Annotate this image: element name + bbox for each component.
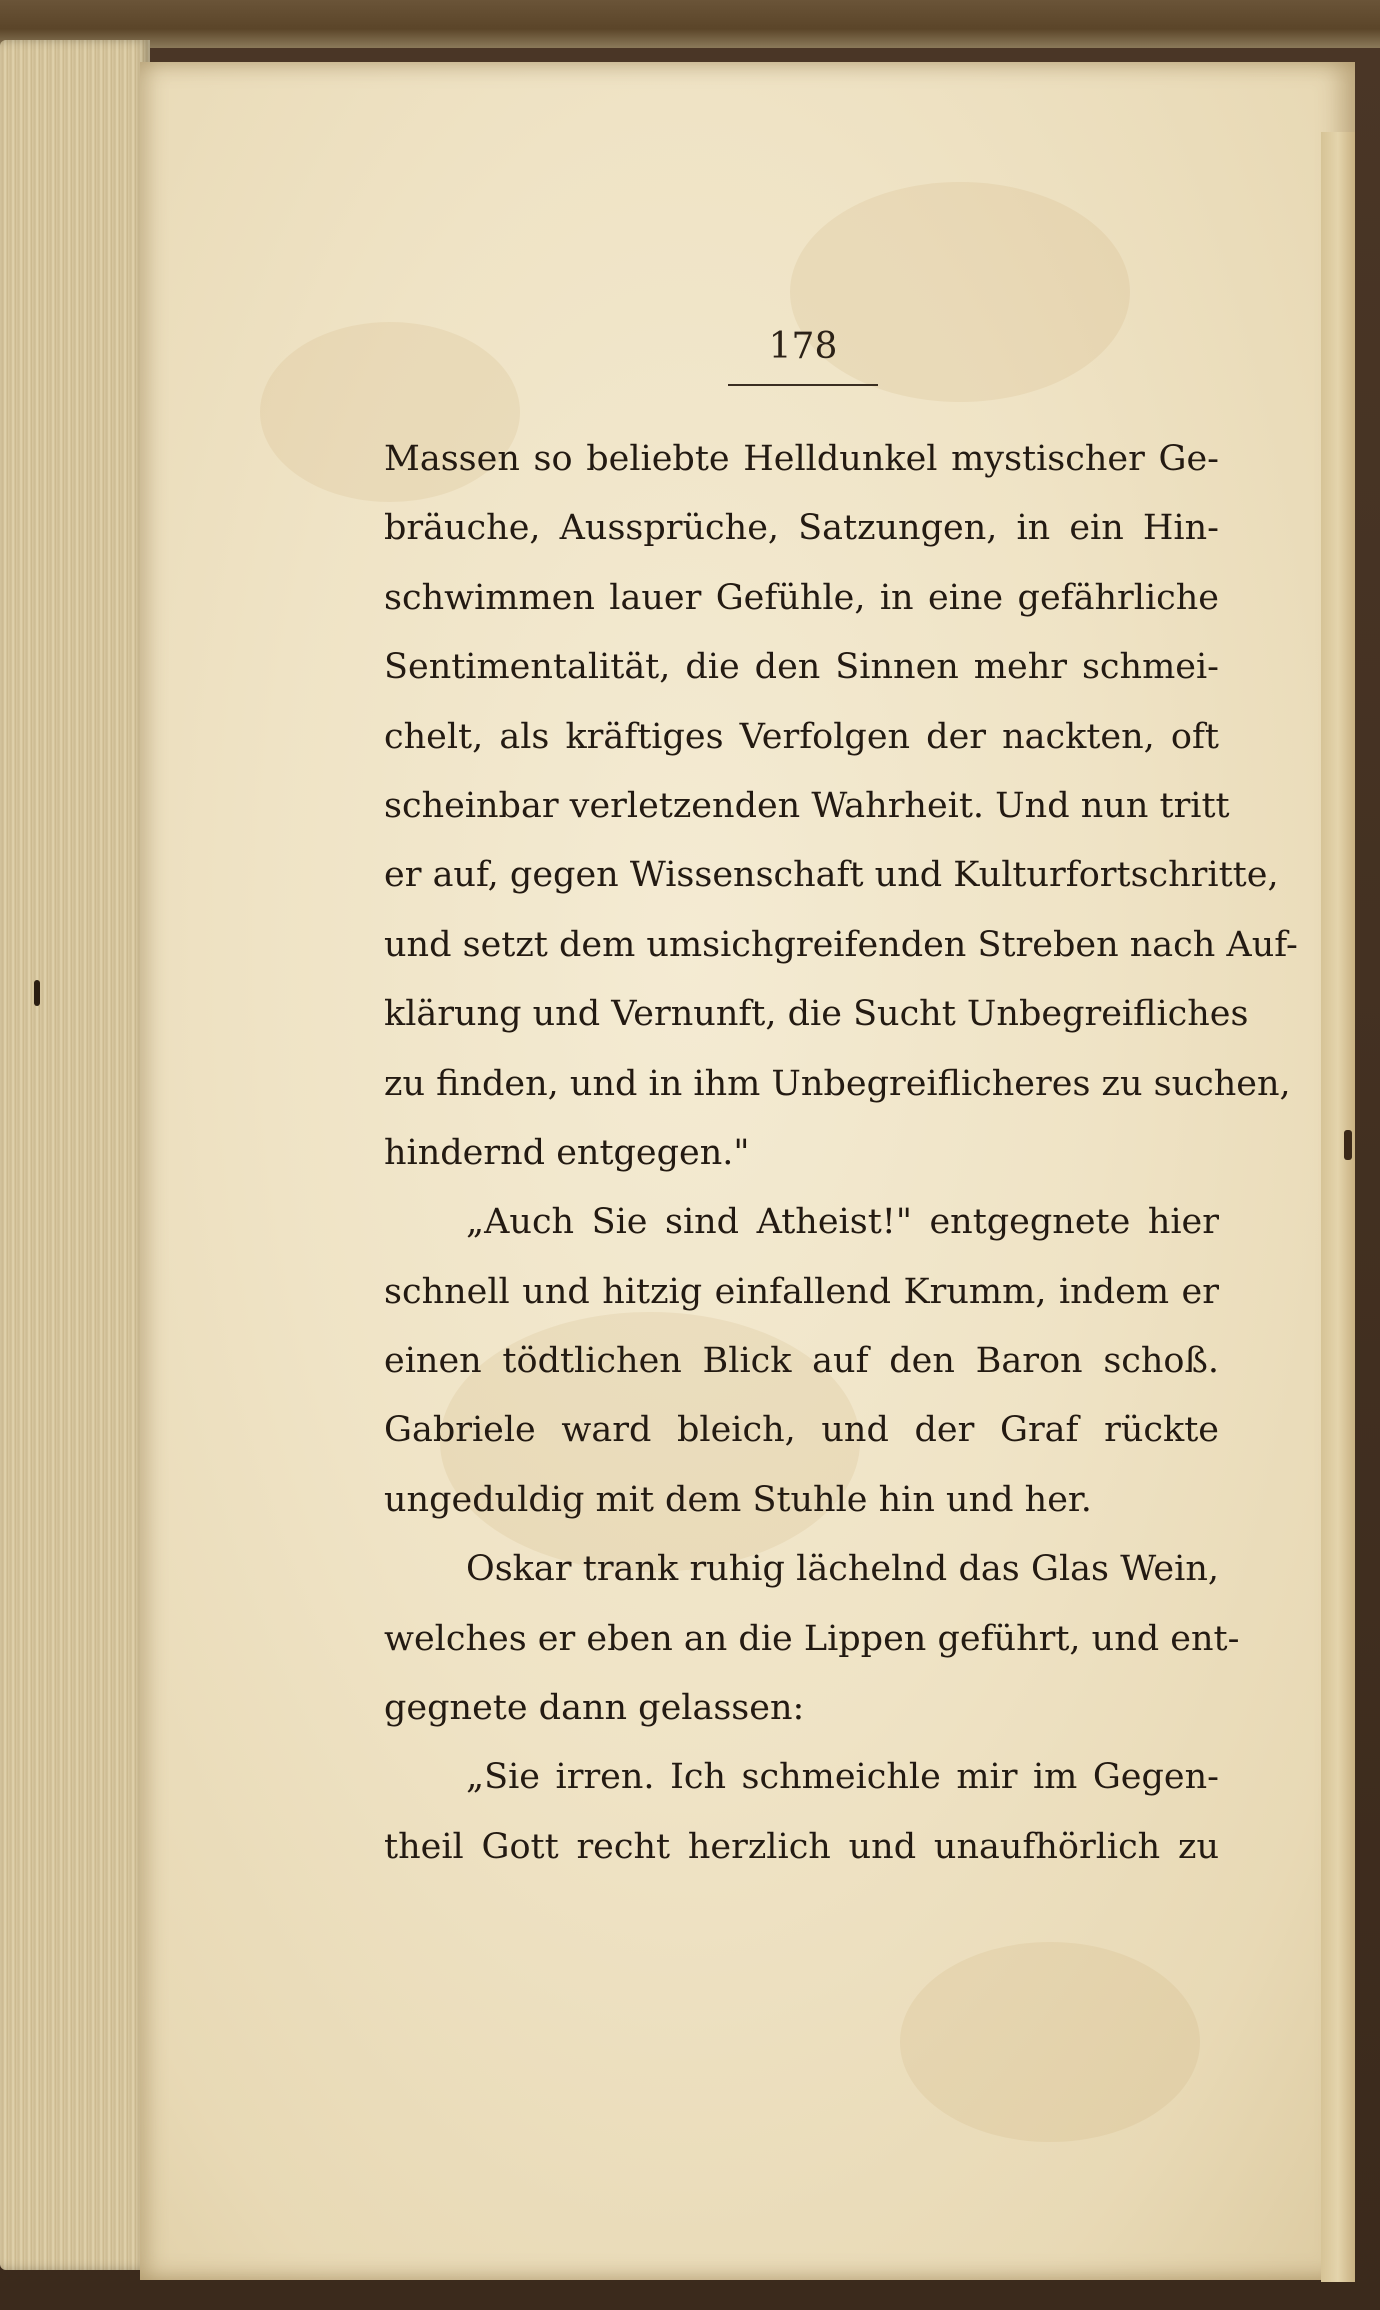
page-number-rule (728, 384, 878, 386)
paper-stain (900, 1942, 1200, 2142)
text-line: Sentimentalität, die den Sinnen mehr schmei- (384, 647, 1219, 688)
text-line: ungeduldig mit dem Stuhle hin und her. (384, 1479, 1092, 1520)
text-line: „Sie irren. Ich schmeichle mir im Gegen- (466, 1757, 1219, 1798)
page-stack-edge (0, 40, 150, 2270)
text-line: gegnete dann gelassen: (384, 1688, 805, 1729)
text-line: einen tödtlichen Blick auf den Baron schoß. (384, 1341, 1219, 1382)
text-line: er auf, gegen Wissenschaft und Kulturfortschritte, (384, 855, 1279, 896)
text-line: schwimmen lauer Gefühle, in eine gefährliche (384, 577, 1219, 618)
book-cover-top (0, 0, 1380, 48)
text-line: und setzt dem umsichgreifenden Streben nach Auf- (384, 924, 1298, 965)
text-line: „Auch Sie sind Atheist!" entgegnete hier (466, 1202, 1219, 1243)
text-line: scheinbar verletzenden Wahrheit. Und nun tritt (384, 785, 1230, 826)
text-line: klärung und Vernunft, die Sucht Unbegreifliches (384, 994, 1249, 1035)
text-line: welches er eben an die Lippen geführt, und ent- (384, 1618, 1240, 1659)
page-gutter (1321, 132, 1355, 2282)
body-text (384, 425, 1298, 1882)
spine-mark (34, 980, 40, 1006)
text-line: Massen so beliebte Helldunkel mystischer Ge- (384, 439, 1219, 479)
paper-stain (790, 182, 1130, 402)
text-line: schnell und hitzig einfallend Krumm, indem er (384, 1271, 1219, 1312)
text-line: zu finden, und in ihm Unbegreiflicheres zu suchen, (384, 1063, 1291, 1104)
text-line: hindernd entgegen." (384, 1132, 750, 1173)
text-line: bräuche, Aussprüche, Satzungen, in ein Hin- (384, 508, 1219, 549)
page-number: 178 (768, 326, 838, 367)
text-line: chelt, als kräftiges Verfolgen der nackten, oft (384, 716, 1219, 757)
text-line: Oskar trank ruhig lächelnd das Glas Wein, (466, 1549, 1219, 1590)
text-line: Gabriele ward bleich, und der Graf rückte (384, 1410, 1219, 1451)
text-line: theil Gott recht herzlich und unaufhörlich zu (384, 1826, 1219, 1867)
edge-mark (1344, 1130, 1352, 1160)
